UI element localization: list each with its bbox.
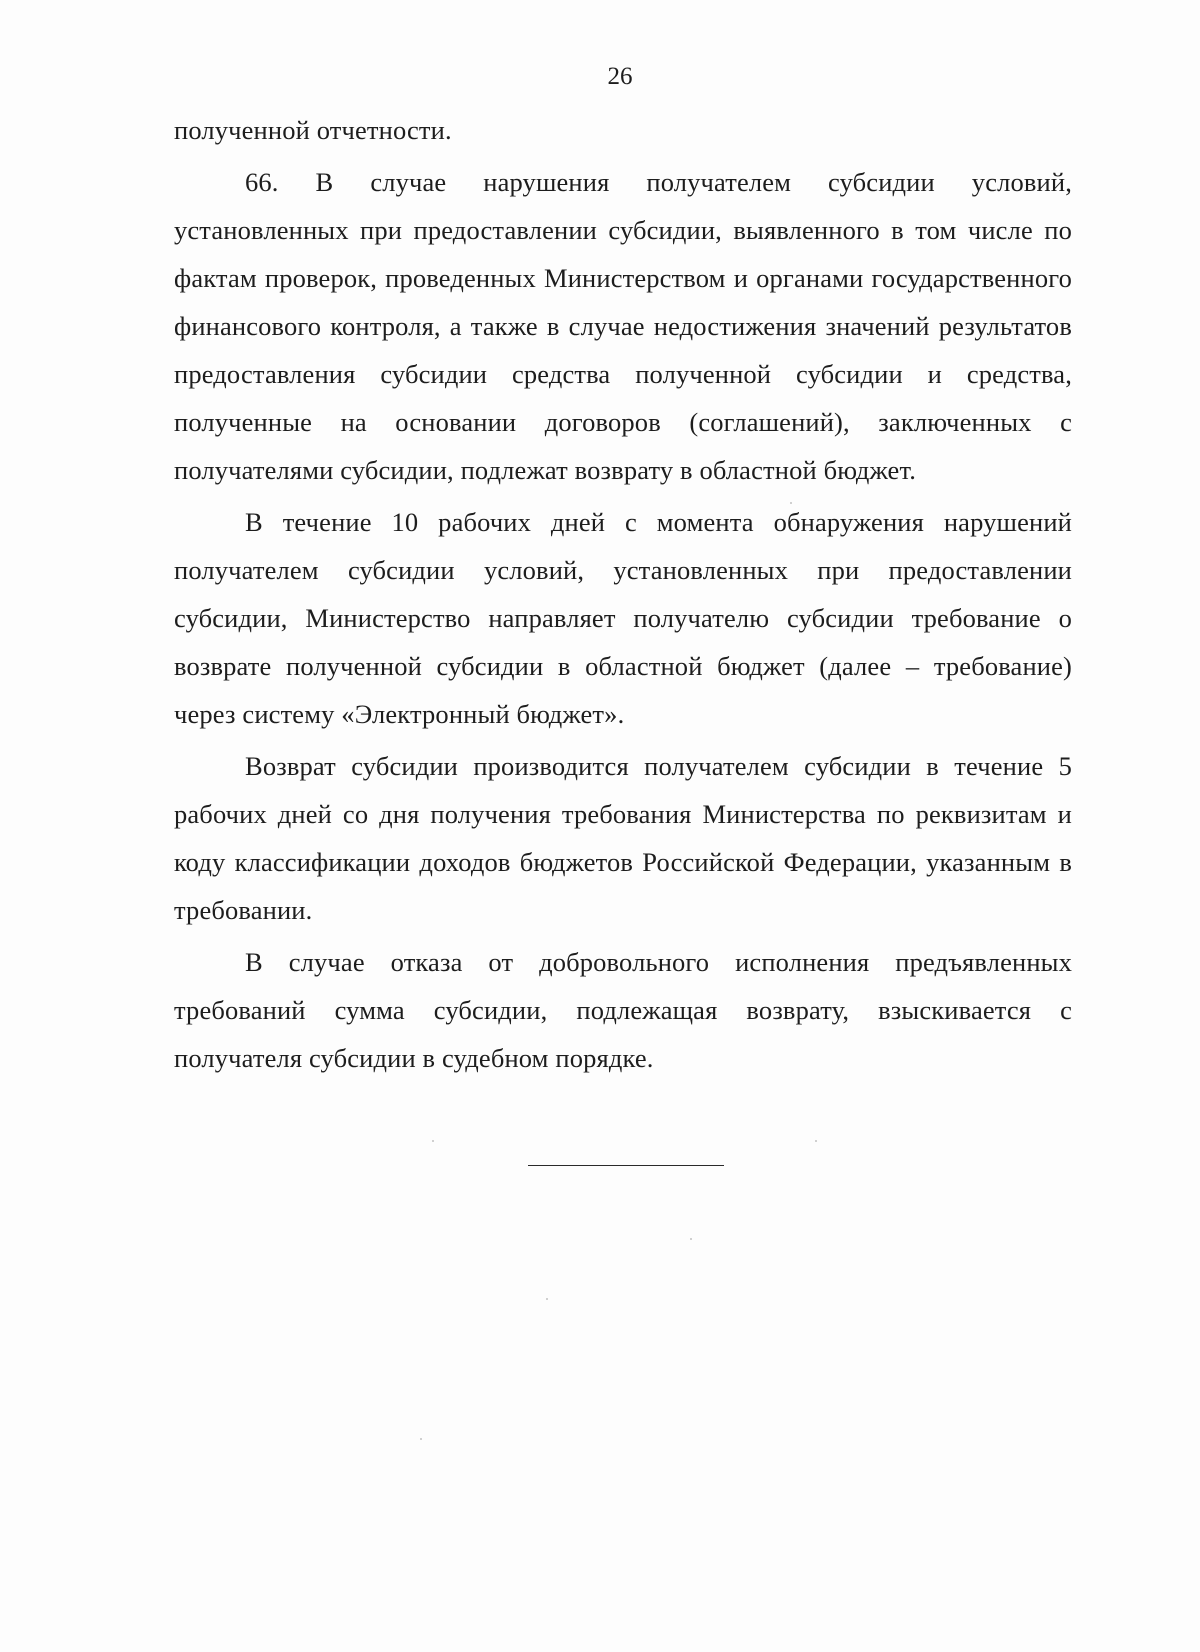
paragraph-return-terms: Возврат субсидии производится получателем субсидии в течение 5 рабочих дней со дня получения требования Министерства по реквизитам и коду классификации доходов бюджетов Российской Федерации, указанным в требовании. — [174, 751, 1072, 925]
scan-speck — [690, 1238, 692, 1240]
end-rule — [528, 1165, 724, 1166]
paragraph-item-66: 66. В случае нарушения получателем субсидии условий, установленных при предоставлении субсидии, выявленного в том числе по фактам проверок, проведенных Министерством и органами государственного финансового контроля, а также в случае недостижения значений результатов предоставления субсидии средства полученной субсидии и средства, полученные на основании договоров (соглашений), заключенных с получателями субсидии, подлежат возврату в областной бюджет. — [174, 167, 1072, 485]
paragraph-continuation: полученной отчетности. — [174, 115, 452, 145]
paragraph-return-demand: В течение 10 рабочих дней с момента обнаружения нарушений получателем субсидии условий, установленных при предоставлении субсидии, Министерство направляет получателю субсидии требование о возврате полученной субсидии в областной бюджет (далее – требование) через систему «Электронный бюджет». — [174, 507, 1072, 729]
paragraph-court-recovery: В случае отказа от добровольного исполнения предъявленных требований сумма субсидии, подлежащая возврату, взыскивается с получателя субсидии в судебном порядке. — [174, 947, 1072, 1073]
scan-speck — [815, 1140, 817, 1142]
scan-speck — [432, 1140, 434, 1142]
document-body — [174, 106, 1072, 1086]
scan-speck — [790, 502, 792, 504]
page-number: 26 — [607, 63, 633, 90]
scan-speck — [546, 1298, 548, 1300]
scan-speck — [420, 1438, 422, 1440]
